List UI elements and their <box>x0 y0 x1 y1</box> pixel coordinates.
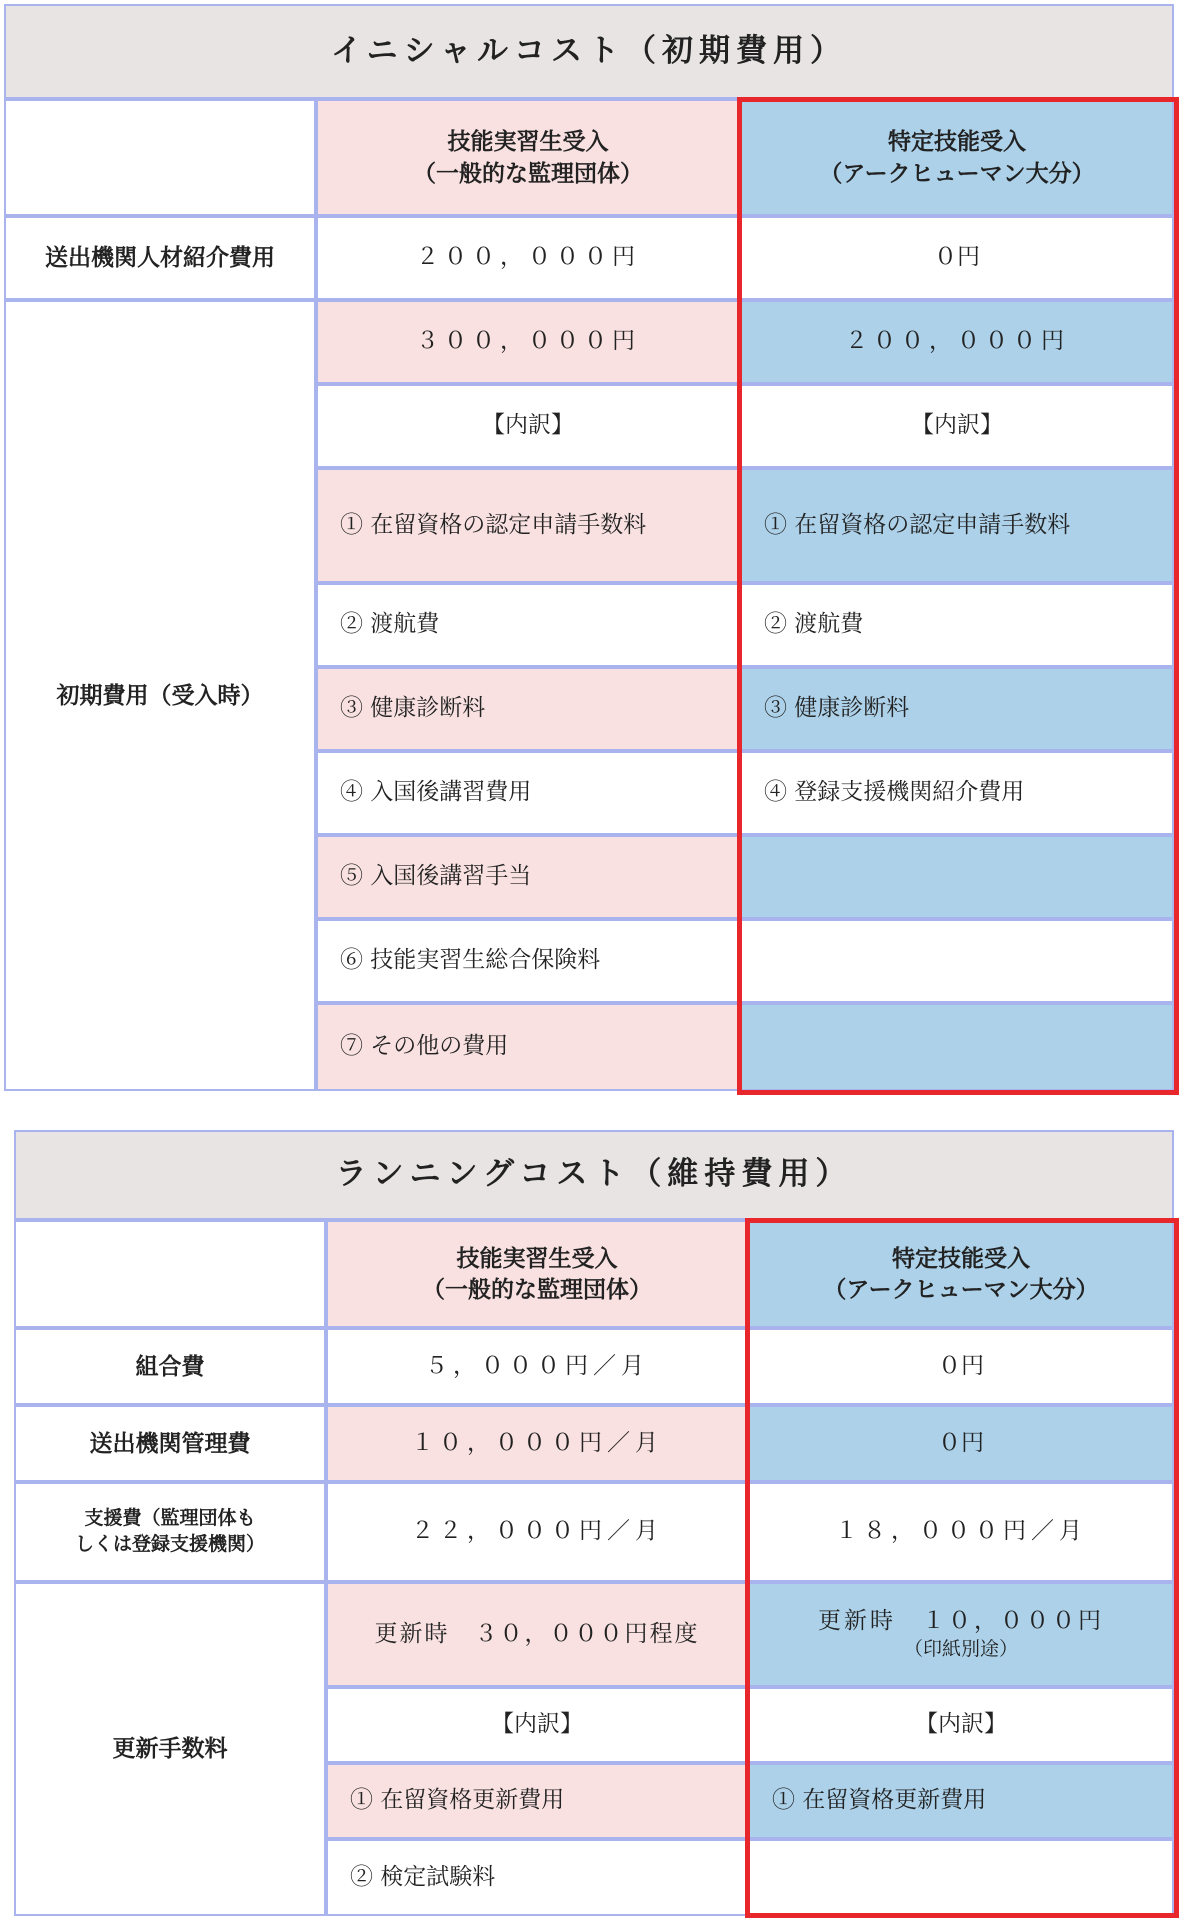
running-breakdown-col1: 【内訳】 <box>326 1687 748 1763</box>
initial-item-col2: ① 在留資格の認定申請手数料 <box>740 468 1174 583</box>
renewal-fee-col2-amount: 更新時 １０，０００円 <box>818 1608 1104 1635</box>
initial-item-col1: ⑤ 入国後講習手当 <box>316 835 740 919</box>
initial-cost-title: イニシャルコスト（初期費用） <box>4 4 1174 99</box>
initial-item-col2 <box>740 1003 1174 1091</box>
initial-breakdown-col2: 【内訳】 <box>740 384 1174 468</box>
mgmt-fee-col1: １０，０００円／月 <box>326 1405 748 1482</box>
initial-item-col1: ③ 健康診断料 <box>316 667 740 751</box>
running-col1-header <box>326 1220 748 1328</box>
initial-fee-label: 初期費用（受入時） <box>4 300 316 1091</box>
initial-item-col2 <box>740 919 1174 1003</box>
mgmt-fee-col2: ０円 <box>748 1405 1174 1482</box>
initial-item-col2: ④ 登録支援機関紹介費用 <box>740 751 1174 835</box>
initial-item-col2: ③ 健康診断料 <box>740 667 1174 751</box>
support-fee-label <box>14 1482 326 1582</box>
running-item-col1: ② 検定試験料 <box>326 1839 748 1916</box>
renewal-fee-col2-note: （印紙別途） <box>903 1638 1018 1661</box>
support-fee-label-line1: 支援費（監理団体も <box>84 1507 256 1530</box>
intro-fee-col1: ２００，０００円 <box>316 216 740 300</box>
initial-item-col1: ⑥ 技能実習生総合保険料 <box>316 919 740 1003</box>
initial-col1-header <box>316 99 740 216</box>
running-col2-line2: （アークヒューマン大分） <box>823 1276 1099 1303</box>
renewal-fee-col1: 更新時 ３０，０００円程度 <box>326 1582 748 1687</box>
initial-total-col2: ２００，０００円 <box>740 300 1174 384</box>
initial-total-col1: ３００，０００円 <box>316 300 740 384</box>
running-item-col1: ① 在留資格更新費用 <box>326 1763 748 1839</box>
running-breakdown-col2: 【内訳】 <box>748 1687 1174 1763</box>
intro-fee-col2: ０円 <box>740 216 1174 300</box>
running-col2-line1: 特定技能受入 <box>892 1244 1030 1272</box>
mgmt-fee-label: 送出機関管理費 <box>14 1405 326 1482</box>
running-corner-cell <box>14 1220 326 1328</box>
initial-col2-header <box>740 99 1174 216</box>
initial-item-col2: ② 渡航費 <box>740 583 1174 667</box>
running-item-col2 <box>748 1839 1174 1916</box>
running-col1-line1: 技能実習生受入 <box>456 1244 618 1272</box>
initial-item-col1: ⑦ その他の費用 <box>316 1003 740 1091</box>
union-fee-label: 組合費 <box>14 1328 326 1405</box>
initial-item-col1: ② 渡航費 <box>316 583 740 667</box>
initial-breakdown-col1: 【内訳】 <box>316 384 740 468</box>
renewal-fee-label: 更新手数料 <box>14 1582 326 1916</box>
initial-col2-line2: （アークヒューマン大分） <box>819 159 1095 187</box>
union-fee-col2: ０円 <box>748 1328 1174 1405</box>
intro-fee-label: 送出機関人材紹介費用 <box>4 216 316 300</box>
renewal-fee-col2 <box>748 1582 1174 1687</box>
initial-item-col1: ④ 入国後講習費用 <box>316 751 740 835</box>
initial-item-col1: ① 在留資格の認定申請手数料 <box>316 468 740 583</box>
initial-item-col2 <box>740 835 1174 919</box>
union-fee-col1: ５，０００円／月 <box>326 1328 748 1405</box>
running-cost-title: ランニングコスト（維持費用） <box>14 1130 1174 1220</box>
running-col2-header <box>748 1220 1174 1328</box>
initial-corner-cell <box>4 99 316 216</box>
support-fee-label-line2: しくは登録支援機関） <box>74 1533 265 1555</box>
initial-col1-line1: 技能実習生受入 <box>447 128 609 156</box>
running-item-col2: ① 在留資格更新費用 <box>748 1763 1174 1839</box>
support-fee-col1: ２２，０００円／月 <box>326 1482 748 1582</box>
initial-col1-line2: （一般的な監理団体） <box>413 159 643 187</box>
running-col1-line2: （一般的な監理団体） <box>422 1276 652 1303</box>
initial-col2-line1: 特定技能受入 <box>888 128 1026 156</box>
support-fee-col2: １８，０００円／月 <box>748 1482 1174 1582</box>
